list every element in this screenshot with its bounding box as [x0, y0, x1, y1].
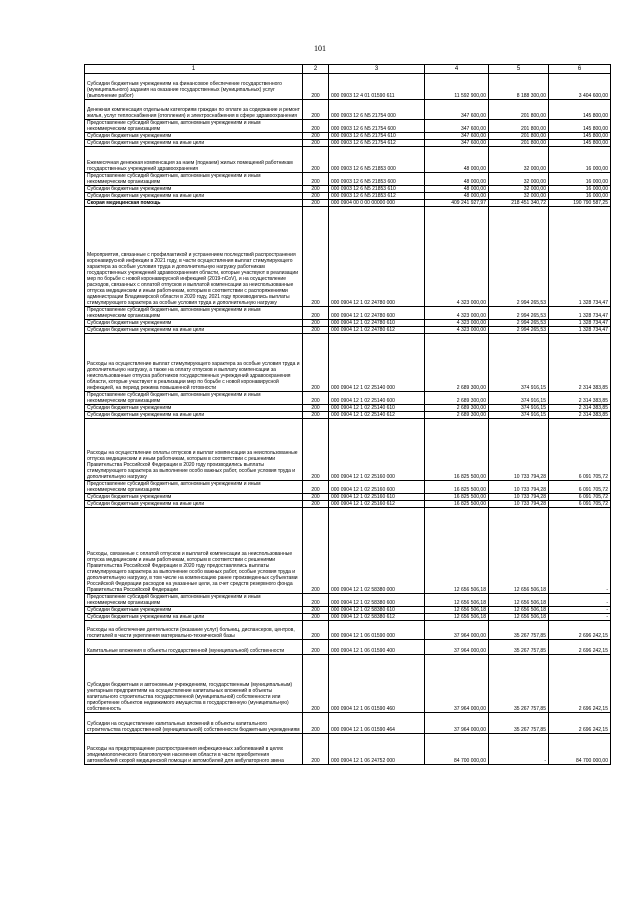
row-exec-cell: 12 656 506,18 [489, 508, 549, 594]
row-plan-cell: 37 964 000,00 [425, 655, 489, 713]
row-rest-cell: 2 314 383,85 [549, 392, 611, 405]
table-row [85, 614, 611, 621]
row-kbk-cell: 000 0903 12 4 01 01590 611 [329, 74, 425, 100]
row-kbk-cell: 000 0903 12 6 N5 21853 612 [329, 193, 425, 200]
table-row [85, 334, 611, 392]
table-row [85, 494, 611, 501]
row-name-cell: Расходы на обеспечение деятельности (оказание услуг) больниц, диспансеров, центров, госпиталей в части укрепления материально-технической базы [85, 621, 303, 640]
row-code-cell: 200 [303, 307, 329, 320]
row-rest-cell: 3 404 600,00 [549, 74, 611, 100]
row-plan-cell: 409 241 927,97 [425, 200, 489, 207]
row-plan-cell: 48 000,00 [425, 147, 489, 173]
row-plan-cell: 12 656 506,18 [425, 508, 489, 594]
row-plan-cell: 48 000,00 [425, 173, 489, 186]
row-code-cell: 200 [303, 607, 329, 614]
table-row [85, 307, 611, 320]
row-kbk-cell: 000 0903 12 6 N5 21853 600 [329, 173, 425, 186]
row-name-cell: Субсидии бюджетным учреждениям [85, 607, 303, 614]
row-exec-cell: 2 994 265,53 [489, 307, 549, 320]
row-exec-cell: 32 000,00 [489, 147, 549, 173]
table-row [85, 207, 611, 307]
table-row [85, 173, 611, 186]
row-rest-cell: 1 328 734,47 [549, 320, 611, 327]
table-row [85, 607, 611, 614]
row-rest-cell: 2 696 242,15 [549, 655, 611, 713]
row-plan-cell: 11 592 900,00 [425, 74, 489, 100]
row-kbk-cell: 000 0904 12 1 02 58380 610 [329, 607, 425, 614]
row-rest-cell: 2 696 242,15 [549, 713, 611, 734]
table-row [85, 100, 611, 120]
row-plan-cell: 16 825 500,00 [425, 481, 489, 494]
row-name-cell: Предоставление субсидий бюджетным, автономным учреждениям и иным некоммерческим организациям [85, 173, 303, 186]
row-plan-cell: 48 000,00 [425, 193, 489, 200]
row-plan-cell: 12 656 506,18 [425, 614, 489, 621]
row-kbk-cell: 000 0904 12 1 02 58380 000 [329, 508, 425, 594]
row-rest-cell: 190 790 587,25 [549, 200, 611, 207]
row-rest-cell: 6 091 705,72 [549, 481, 611, 494]
row-plan-cell: 4 323 000,00 [425, 207, 489, 307]
row-exec-cell: 8 188 300,00 [489, 74, 549, 100]
row-kbk-cell: 000 0904 12 1 06 01590 000 [329, 621, 425, 640]
row-rest-cell: 2 314 383,85 [549, 412, 611, 419]
row-exec-cell: 10 733 794,28 [489, 494, 549, 501]
row-name-cell: Субсидии на осуществление капитальных вложений в объекты капитального строительства государственной (муниципальной) собственности бюджетным учреждениям [85, 713, 303, 734]
table-row [85, 419, 611, 481]
table-row [85, 74, 611, 100]
table-row [85, 140, 611, 147]
row-name-cell: Субсидии бюджетным учреждениям на иные цели [85, 614, 303, 621]
row-plan-cell: 48 000,00 [425, 186, 489, 193]
row-exec-cell: 32 000,00 [489, 173, 549, 186]
row-code-cell: 200 [303, 734, 329, 765]
row-plan-cell: 4 323 000,00 [425, 307, 489, 320]
row-rest-cell: 2 696 242,15 [549, 621, 611, 640]
table-header-row [85, 65, 611, 74]
row-kbk-cell: 000 0903 12 6 N5 21754 000 [329, 100, 425, 120]
header-col-1: 1 [85, 65, 303, 74]
row-kbk-cell: 000 0904 12 1 02 25160 612 [329, 501, 425, 508]
row-kbk-cell: 000 0903 12 6 N5 21754 610 [329, 133, 425, 140]
row-plan-cell: 16 825 500,00 [425, 494, 489, 501]
table-row [85, 508, 611, 594]
row-name-cell: Предоставление субсидий бюджетным, автономным учреждениям и иным некоммерческим организациям [85, 481, 303, 494]
row-kbk-cell: 000 0904 12 1 06 01590 400 [329, 640, 425, 655]
row-exec-cell: 12 656 506,18 [489, 594, 549, 607]
row-exec-cell: 35 267 757,85 [489, 621, 549, 640]
row-exec-cell: 201 800,00 [489, 140, 549, 147]
row-code-cell: 200 [303, 501, 329, 508]
row-kbk-cell: 000 0904 12 1 02 25140 612 [329, 412, 425, 419]
row-exec-cell: 2 994 265,53 [489, 207, 549, 307]
row-code-cell: 200 [303, 481, 329, 494]
row-code-cell: 200 [303, 412, 329, 419]
table-row [85, 133, 611, 140]
row-kbk-cell: 000 0904 12 1 02 24780 612 [329, 327, 425, 334]
row-code-cell: 200 [303, 327, 329, 334]
row-kbk-cell: 000 0904 12 1 02 25140 000 [329, 334, 425, 392]
row-kbk-cell: 000 0904 12 1 02 24780 610 [329, 320, 425, 327]
row-name-cell: Субсидии бюджетным учреждениям на иные цели [85, 140, 303, 147]
row-rest-cell: 1 328 734,47 [549, 327, 611, 334]
row-rest-cell: 84 700 000,00 [549, 734, 611, 765]
row-code-cell: 200 [303, 320, 329, 327]
row-code-cell: 200 [303, 120, 329, 133]
row-name-cell: Денежная компенсация отдельным категориям граждан по оплате за содержание и ремонт жилья, услуг теплоснабжения (отопления) и электроснабжения в сфере здравоохранения [85, 100, 303, 120]
row-plan-cell: 37 964 000,00 [425, 640, 489, 655]
row-plan-cell: 12 656 506,18 [425, 607, 489, 614]
row-kbk-cell: 000 0903 12 6 N5 21853 610 [329, 186, 425, 193]
row-name-cell: Предоставление субсидий бюджетным, автономным учреждениям и иным некоммерческим организациям [85, 392, 303, 405]
row-kbk-cell: 000 0904 12 1 02 25160 000 [329, 419, 425, 481]
row-code-cell: 200 [303, 494, 329, 501]
row-exec-cell: 12 656 506,18 [489, 614, 549, 621]
row-kbk-cell: 000 0904 12 1 02 24780 600 [329, 307, 425, 320]
table-row [85, 405, 611, 412]
row-code-cell: 200 [303, 640, 329, 655]
header-col-2: 2 [303, 65, 329, 74]
row-plan-cell: 347 600,00 [425, 100, 489, 120]
row-kbk-cell: 000 0904 12 1 02 24780 000 [329, 207, 425, 307]
row-plan-cell: 4 323 000,00 [425, 327, 489, 334]
table-row [85, 392, 611, 405]
row-rest-cell: 6 091 705,72 [549, 501, 611, 508]
row-rest-cell: 16 000,00 [549, 193, 611, 200]
row-kbk-cell: 000 0903 12 6 N5 21754 600 [329, 120, 425, 133]
table-row [85, 640, 611, 655]
row-exec-cell: 218 451 340,72 [489, 200, 549, 207]
row-exec-cell: 12 656 506,18 [489, 607, 549, 614]
row-code-cell: 200 [303, 140, 329, 147]
table-row [85, 200, 611, 207]
row-plan-cell: 2 689 300,00 [425, 405, 489, 412]
row-exec-cell: 201 800,00 [489, 133, 549, 140]
row-name-cell: Субсидии бюджетным учреждениям [85, 320, 303, 327]
row-kbk-cell: 000 0904 12 1 02 25140 610 [329, 405, 425, 412]
row-code-cell: 200 [303, 713, 329, 734]
row-code-cell: 200 [303, 405, 329, 412]
row-kbk-cell: 000 0904 12 1 06 24752 000 [329, 734, 425, 765]
row-code-cell: 200 [303, 334, 329, 392]
row-plan-cell: 84 700 000,00 [425, 734, 489, 765]
row-rest-cell: - [549, 594, 611, 607]
row-kbk-cell: 000 0904 12 1 02 58380 612 [329, 614, 425, 621]
row-exec-cell: 201 800,00 [489, 100, 549, 120]
row-plan-cell: 37 964 000,00 [425, 713, 489, 734]
row-exec-cell: 374 916,15 [489, 412, 549, 419]
page-number: 101 [314, 44, 326, 53]
row-code-cell: 200 [303, 100, 329, 120]
row-plan-cell: 2 689 300,00 [425, 412, 489, 419]
table-row [85, 501, 611, 508]
table-row [85, 412, 611, 419]
row-plan-cell: 347 600,00 [425, 140, 489, 147]
table-row [85, 594, 611, 607]
row-exec-cell: 10 733 794,28 [489, 501, 549, 508]
table-row [85, 481, 611, 494]
table-row [85, 193, 611, 200]
row-plan-cell: 16 825 500,00 [425, 501, 489, 508]
row-kbk-cell: 000 0904 12 1 02 25160 600 [329, 481, 425, 494]
table-row [85, 186, 611, 193]
row-code-cell: 200 [303, 193, 329, 200]
row-name-cell: Расходы на предотвращение распространения инфекционных заболеваний в целях эпидемиологического благополучия населения области в части приобретения автомобилей скорой медицинской помощи и автомобилей для амбулаторного звена [85, 734, 303, 765]
row-exec-cell: 2 994 265,53 [489, 327, 549, 334]
row-exec-cell: 374 916,15 [489, 334, 549, 392]
row-rest-cell: 16 000,00 [549, 147, 611, 173]
row-kbk-cell: 000 0904 12 1 02 25140 600 [329, 392, 425, 405]
row-exec-cell: 10 733 794,28 [489, 419, 549, 481]
table-row [85, 734, 611, 765]
row-rest-cell: 145 800,00 [549, 120, 611, 133]
row-code-cell: 200 [303, 655, 329, 713]
row-name-cell: Субсидии бюджетным учреждениям [85, 186, 303, 193]
row-kbk-cell: 000 0904 12 1 02 58380 600 [329, 594, 425, 607]
table-row [85, 713, 611, 734]
row-name-cell: Субсидии бюджетным учреждениям на финансовое обеспечение государственного (муниципального) задания на оказание государственных (муниципальных) услуг (выполнение работ) [85, 74, 303, 100]
header-col-5: 5 [489, 65, 549, 74]
table-row [85, 120, 611, 133]
row-plan-cell: 37 964 000,00 [425, 621, 489, 640]
row-rest-cell: - [549, 614, 611, 621]
row-exec-cell: 10 733 794,28 [489, 481, 549, 494]
row-kbk-cell: 000 0903 12 6 N5 21754 612 [329, 140, 425, 147]
row-kbk-cell: 000 0904 12 1 02 25160 610 [329, 494, 425, 501]
row-exec-cell: 374 916,15 [489, 405, 549, 412]
row-plan-cell: 2 689 300,00 [425, 334, 489, 392]
header-col-6: 6 [549, 65, 611, 74]
row-name-cell: Субсидии бюджетным и автономным учреждениям, государственным (муниципальным) унитарным предприятиям на осуществление капитальных вложений в объекты капитального строительства государственной (муниципальной) собственности или приобретение объектов недвижимого имущества в государственную (муниципальную) собственность [85, 655, 303, 713]
row-name-cell: Субсидии бюджетным учреждениям [85, 405, 303, 412]
row-rest-cell: - [549, 508, 611, 594]
row-name-cell: Предоставление субсидий бюджетным, автономным учреждениям и иным некоммерческим организациям [85, 594, 303, 607]
row-exec-cell: 35 267 757,85 [489, 713, 549, 734]
row-rest-cell: 2 314 383,85 [549, 405, 611, 412]
row-name-cell: Субсидии бюджетным учреждениям на иные цели [85, 327, 303, 334]
row-rest-cell: - [549, 607, 611, 614]
row-name-cell: Капитальные вложения в объекты государственной (муниципальной) собственности [85, 640, 303, 655]
row-plan-cell: 16 825 500,00 [425, 419, 489, 481]
row-kbk-cell: 000 0904 00 0 00 00000 000 [329, 200, 425, 207]
row-rest-cell: 1 328 734,47 [549, 307, 611, 320]
row-code-cell: 200 [303, 614, 329, 621]
row-rest-cell: 2 314 383,85 [549, 334, 611, 392]
row-exec-cell: 374 916,15 [489, 392, 549, 405]
row-code-cell: 200 [303, 621, 329, 640]
row-code-cell: 200 [303, 74, 329, 100]
row-plan-cell: 347 600,00 [425, 120, 489, 133]
row-code-cell: 200 [303, 147, 329, 173]
row-code-cell: 200 [303, 200, 329, 207]
row-exec-cell: 32 000,00 [489, 186, 549, 193]
budget-table [84, 64, 611, 765]
header-col-4: 4 [425, 65, 489, 74]
row-code-cell: 200 [303, 392, 329, 405]
row-plan-cell: 347 600,00 [425, 133, 489, 140]
row-code-cell: 200 [303, 186, 329, 193]
row-exec-cell: 2 994 265,53 [489, 320, 549, 327]
row-rest-cell: 6 091 705,72 [549, 494, 611, 501]
row-name-cell: Мероприятия, связанные с профилактикой и устранением последствий распространения коронавирусной инфекции в 2021 году, в части осуществления выплат стимулирующего характера за особые условия труда и дополнительную нагрузку работникам государственных учреждений здравоохранения области, которые участвуют в реализации мер по борьбе с новой коронавирусной инфекцией (2019-nCoV), и на осуществление расходов, связанных с оплатой отпусков и выплатой компенсации за неиспользованные отпуска медицинским и иным работникам, которым в соответствии с распоряжениями администрации Владимирской области в 2020 году, 2021 году производились выплаты стимулирующего характера за особые условия труда и дополнительную нагрузку [85, 207, 303, 307]
row-rest-cell: 1 328 734,47 [549, 207, 611, 307]
row-name-cell: Расходы, связанные с оплатой отпусков и выплатой компенсации за неиспользованные отпуска медицинским и иным работникам, которым в соответствии с решениями Правительства Российской Федерации в 2020 году предоставлялись выплаты стимулирующего характера за выполнение особо важных работ, особые условия труда и дополнительную нагрузку, в том числе на компенсацию ранее произведенных субъектами Российской Федерации расходов на указанные цели, за счет средств резервного фонда Правительства Российской Федерации [85, 508, 303, 594]
row-name-cell: Расходы на осуществление выплат стимулирующего характера за особые условия труда и дополнительную нагрузку, а также на оплату отпусков и выплату компенсации за неиспользованные отпуска работников государственных учреждений здравоохранения области, которые участвуют в реализации мер по борьбе с новой коронавирусной инфекцией, на период режима повышенной готовности [85, 334, 303, 392]
row-name-cell: Субсидии бюджетным учреждениям на иные цели [85, 412, 303, 419]
table-row [85, 327, 611, 334]
row-name-cell: Предоставление субсидий бюджетным, автономным учреждениям и иным некоммерческим организациям [85, 307, 303, 320]
table-row [85, 621, 611, 640]
table-row [85, 147, 611, 173]
row-rest-cell: 16 000,00 [549, 173, 611, 186]
row-exec-cell: - [489, 734, 549, 765]
row-exec-cell: 35 267 757,85 [489, 655, 549, 713]
row-name-cell: Расходы на осуществление оплаты отпусков и выплат компенсации за неиспользованные отпуска медицинским и иным работникам, которым в соответствии с решениями Правительства Российской Федерации в 2020 году производились выплаты стимулирующего характера за выполнение особо важных работ, особые условия труда и дополнительную нагрузку [85, 419, 303, 481]
row-code-cell: 200 [303, 594, 329, 607]
row-name-cell: Предоставление субсидий бюджетным, автономным учреждениям и иным некоммерческим организациям [85, 120, 303, 133]
row-code-cell: 200 [303, 419, 329, 481]
row-plan-cell: 2 689 300,00 [425, 392, 489, 405]
row-rest-cell: 2 696 242,15 [549, 640, 611, 655]
row-exec-cell: 201 800,00 [489, 120, 549, 133]
row-name-cell: Скорая медицинская помощь [85, 200, 303, 207]
row-rest-cell: 145 800,00 [549, 133, 611, 140]
row-code-cell: 200 [303, 173, 329, 186]
row-name-cell: Ежемесячная денежная компенсация за наем (поднаем) жилых помещений работникам государственных учреждений здравоохранения [85, 147, 303, 173]
row-exec-cell: 35 267 757,85 [489, 640, 549, 655]
row-plan-cell: 4 323 000,00 [425, 320, 489, 327]
row-code-cell: 200 [303, 207, 329, 307]
row-kbk-cell: 000 0903 12 6 N5 21853 000 [329, 147, 425, 173]
row-rest-cell: 145 800,00 [549, 100, 611, 120]
row-rest-cell: 16 000,00 [549, 186, 611, 193]
row-name-cell: Субсидии бюджетным учреждениям [85, 133, 303, 140]
row-kbk-cell: 000 0904 12 1 06 01590 460 [329, 655, 425, 713]
row-rest-cell: 145 800,00 [549, 140, 611, 147]
header-col-3: 3 [329, 65, 425, 74]
row-exec-cell: 32 000,00 [489, 193, 549, 200]
table-row [85, 655, 611, 713]
row-rest-cell: 6 091 705,72 [549, 419, 611, 481]
row-plan-cell: 12 656 506,18 [425, 594, 489, 607]
table-row [85, 320, 611, 327]
table-body [85, 74, 611, 765]
row-name-cell: Субсидии бюджетным учреждениям на иные цели [85, 193, 303, 200]
row-kbk-cell: 000 0904 12 1 06 01590 464 [329, 713, 425, 734]
row-name-cell: Субсидии бюджетным учреждениям на иные цели [85, 501, 303, 508]
row-name-cell: Субсидии бюджетным учреждениям [85, 494, 303, 501]
row-code-cell: 200 [303, 133, 329, 140]
row-code-cell: 200 [303, 508, 329, 594]
